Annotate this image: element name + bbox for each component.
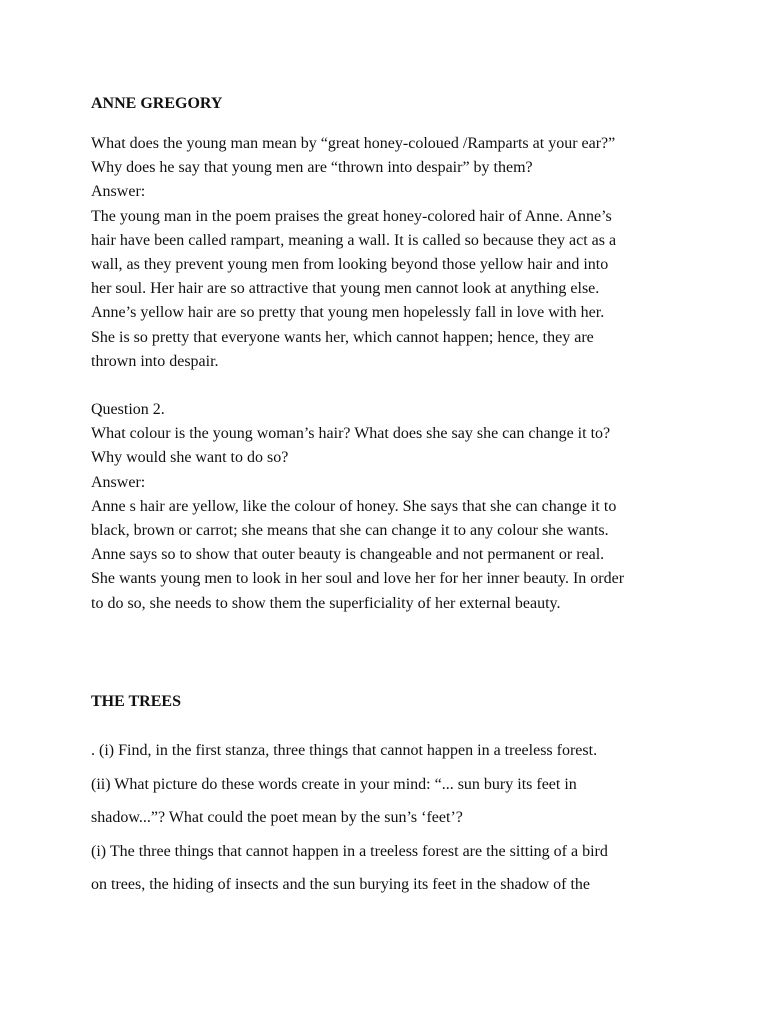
text-line: (ii) What picture do these words create in your mind: “... sun bury its feet in <box>91 775 577 793</box>
text-line: What colour is the young woman’s hair? What does she say she can change it to? <box>91 425 611 443</box>
text-line: Why would she want to do so? <box>91 449 289 467</box>
text-line: wall, as they prevent young men from looking beyond those yellow hair and into <box>91 255 609 273</box>
anne-gregory-question-2 <box>91 398 691 616</box>
section-title-the-trees: THE TREES <box>91 693 181 710</box>
text-line: her soul. Her hair are so attractive that young men cannot look at anything else. <box>91 280 600 298</box>
text-line: thrown into despair. <box>91 352 219 370</box>
text-line: . (i) Find, in the first stanza, three things that cannot happen in a treeless forest. <box>91 742 598 759</box>
text-line: Anne’s yellow hair are so pretty that young men hopelessly fall in love with her. <box>91 304 605 322</box>
anne-gregory-question-1 <box>91 132 691 374</box>
text-line: She wants young men to look in her soul and love her for her inner beauty. In order <box>91 570 625 588</box>
text-line: to do so, she needs to show them the superficiality of her external beauty. <box>91 594 561 612</box>
the-trees-question <box>91 734 691 902</box>
text-line: hair have been called rampart, meaning a wall. It is called so because they act as a <box>91 231 617 249</box>
text-line: Question 2. <box>91 401 165 418</box>
text-line: Answer: <box>91 473 146 491</box>
text-line: (i) The three things that cannot happen in a treeless forest are the sitting of a bird <box>91 842 608 860</box>
text-line: on trees, the hiding of insects and the sun burying its feet in the shadow of the <box>91 876 591 893</box>
text-line: She is so pretty that everyone wants her, which cannot happen; hence, they are <box>91 328 594 346</box>
text-line: black, brown or carrot; she means that she can change it to any colour she wants. <box>91 521 609 539</box>
text-line: Why does he say that young men are “thrown into despair” by them? <box>91 159 533 177</box>
text-line: The young man in the poem praises the great honey-colored hair of Anne. Anne’s <box>91 207 612 225</box>
text-line: What does the young man mean by “great honey-coloued /Ramparts at your ear?” <box>91 135 616 152</box>
text-line: shadow...”? What could the poet mean by the sun’s ‘feet’? <box>91 809 463 826</box>
text-line: Anne s hair are yellow, like the colour of honey. She says that she can change it to <box>91 497 617 515</box>
section-title-anne-gregory: ANNE GREGORY <box>91 95 223 112</box>
text-line: Answer: <box>91 183 146 201</box>
text-line: Anne says so to show that outer beauty is changeable and not permanent or real. <box>91 546 605 564</box>
